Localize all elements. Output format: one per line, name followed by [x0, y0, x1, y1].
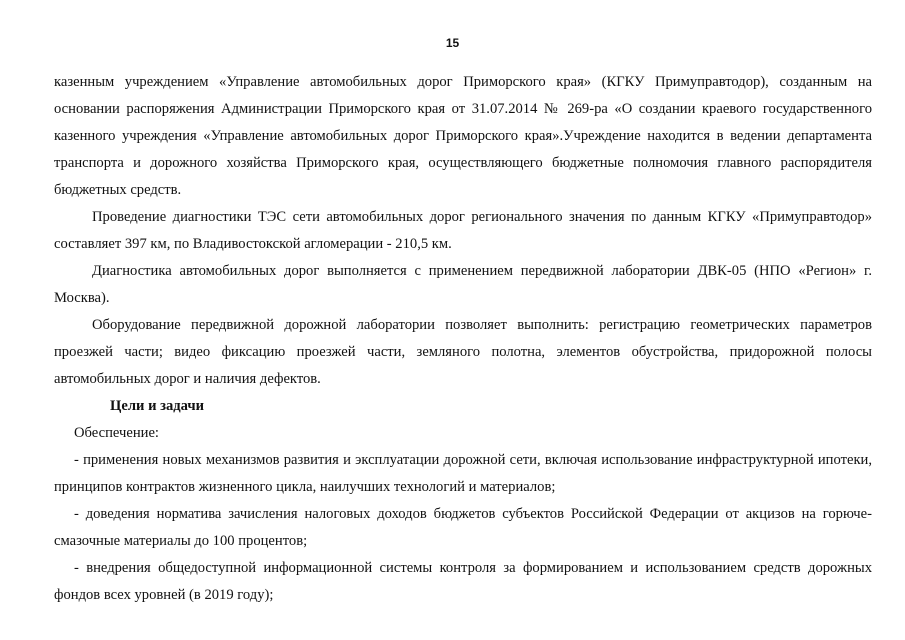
list-item: - применения новых механизмов развития и эксплуатации дорожной сети, включая использование инфраструктурной ипотеки, принципов контрактов жизненного цикла, наилучших технологий и материалов;: [54, 452, 872, 495]
subheading: Обеспечение:: [74, 425, 159, 441]
list-item: - доведения норматива зачисления налоговых доходов бюджетов субъектов Российской Федерации от акцизов на горюче-смазочные материалы до 100 процентов;: [54, 506, 872, 549]
document-body: [54, 69, 872, 609]
paragraph-continuation: казенным учреждением «Управление автомобильных дорог Приморского края» (КГКУ Примуправтодор), созданным на основании распоряжения Администрации Приморского края от 31.07.2014 № 269-ра «О создании краевого государственного казенного учреждения «Управление автомобильных дорог Приморского края».Учреждение находится в ведении департамента транспорта и дорожного хозяйства Приморского края, осуществляющего бюджетные полномочия главного распорядителя бюджетных средств.: [54, 74, 872, 198]
paragraph-diagnostics-length: Проведение диагностики ТЭС сети автомобильных дорог регионального значения по данным КГКУ «Примуправтодор» составляет 397 км, по Владивостокской агломерации - 210,5 км.: [54, 209, 872, 252]
list-item: - внедрения общедоступной информационной системы контроля за формированием и использованием средств дорожных фондов всех уровней (в 2019 году);: [54, 560, 872, 603]
section-heading: Цели и задачи: [110, 398, 205, 414]
paragraph-lab-equipment: Оборудование передвижной дорожной лаборатории позволяет выполнить: регистрацию геометрических параметров проезжей части; видео фиксацию проезжей части, земляного полотна, элементов обустройства, придорожной полосы автомобильных дорог и наличия дефектов.: [54, 317, 872, 387]
page-number: 15: [445, 36, 460, 50]
paragraph-diagnostics-lab: Диагностика автомобильных дорог выполняется с применением передвижной лаборатории ДВК-05 (НПО «Регион» г. Москва).: [54, 263, 872, 306]
